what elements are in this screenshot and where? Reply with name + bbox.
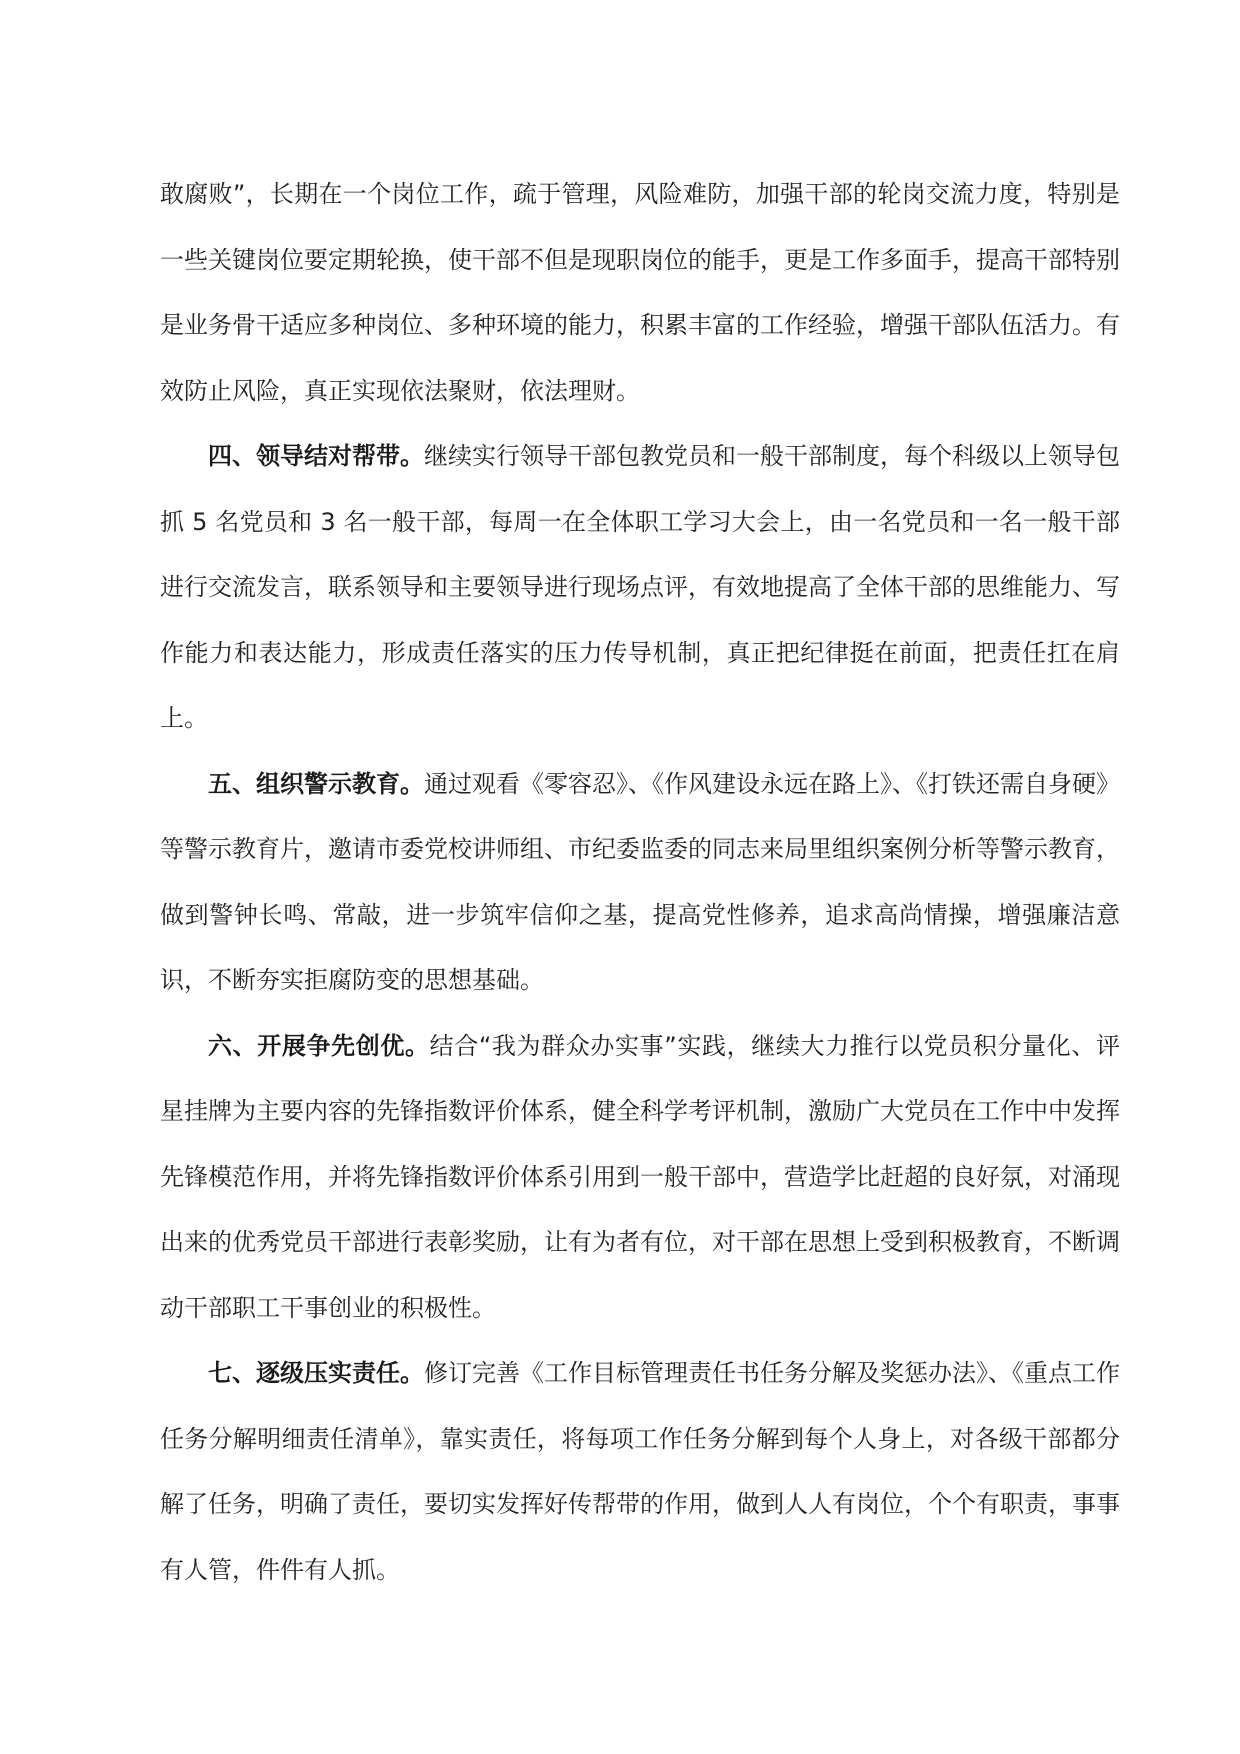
- paragraph-text: 继续实行领导干部包教党员和一般干部制度，每个科级以上领导包抓 5 名党员和 3 名一般干部，每周一在全体职工学习大会上，由一名党员和一名一般干部进行交流发言，联系领导和主要领导进行现场点评，有效地提高了全体干部的思维能力、写作能力和表达能力，形成责任落实的压力传导机制，真正把纪律挺在前面，把责任扛在肩上。: [160, 442, 1120, 732]
- paragraph-section-5: [160, 752, 1120, 1014]
- paragraph-heading: 四、领导结对帮带。: [208, 442, 424, 470]
- paragraph-text: 敢腐败”，长期在一个岗位工作，疏于管理，风险难防，加强干部的轮岗交流力度，特别是一些关键岗位要定期轮换，使干部不但是现职岗位的能手，更是工作多面手，提高干部特别是业务骨干适应多种岗位、多种环境的能力，积累丰富的工作经验，增强干部队伍活力。有效防止风险，真正实现依法聚财，依法理财。: [160, 180, 1120, 405]
- paragraph-text: 通过观看《零容忍》、《作风建设永远在路上》、《打铁还需自身硬》等警示教育片，邀请市委党校讲师组、市纪委监委的同志来局里组织案例分析等警示教育，做到警钟长鸣、常敲，进一步筑牢信仰之基，提高党性修养，追求高尚情操，增强廉洁意识，不断夯实拒腐防变的思想基础。: [160, 769, 1120, 994]
- paragraph-section-7: [160, 1341, 1120, 1603]
- paragraph-text: 结合“我为群众办实事”实践，继续大力推行以党员积分量化、评星挂牌为主要内容的先锋指数评价体系，健全科学考评机制，激励广大党员在工作中中发挥先锋模范作用，并将先锋指数评价体系引用到一般干部中，营造学比赶超的良好氛，对涌现出来的优秀党员干部进行表彰奖励，让有为者有位，对干部在思想上受到积极教育，不断调动干部职工干事创业的积极性。: [160, 1031, 1120, 1322]
- paragraph-heading: 六、开展争先创优。: [208, 1031, 430, 1060]
- paragraph-heading: 七、逐级压实责任。: [208, 1359, 424, 1387]
- paragraph-continuation: [160, 162, 1120, 424]
- paragraph-text: 修订完善《工作目标管理责任书任务分解及奖惩办法》、《重点工作任务分解明细责任清单》，靠实责任，将每项工作任务分解到每个人身上，对各级干部都分解了任务，明确了责任，要切实发挥好传帮带的作用，做到人人有岗位，个个有职责，事事有人管，件件有人抓。: [160, 1359, 1120, 1584]
- document-body: [160, 162, 1120, 1603]
- paragraph-section-4: [160, 424, 1120, 752]
- paragraph-section-6: [160, 1014, 1120, 1342]
- paragraph-heading: 五、组织警示教育。: [208, 769, 424, 798]
